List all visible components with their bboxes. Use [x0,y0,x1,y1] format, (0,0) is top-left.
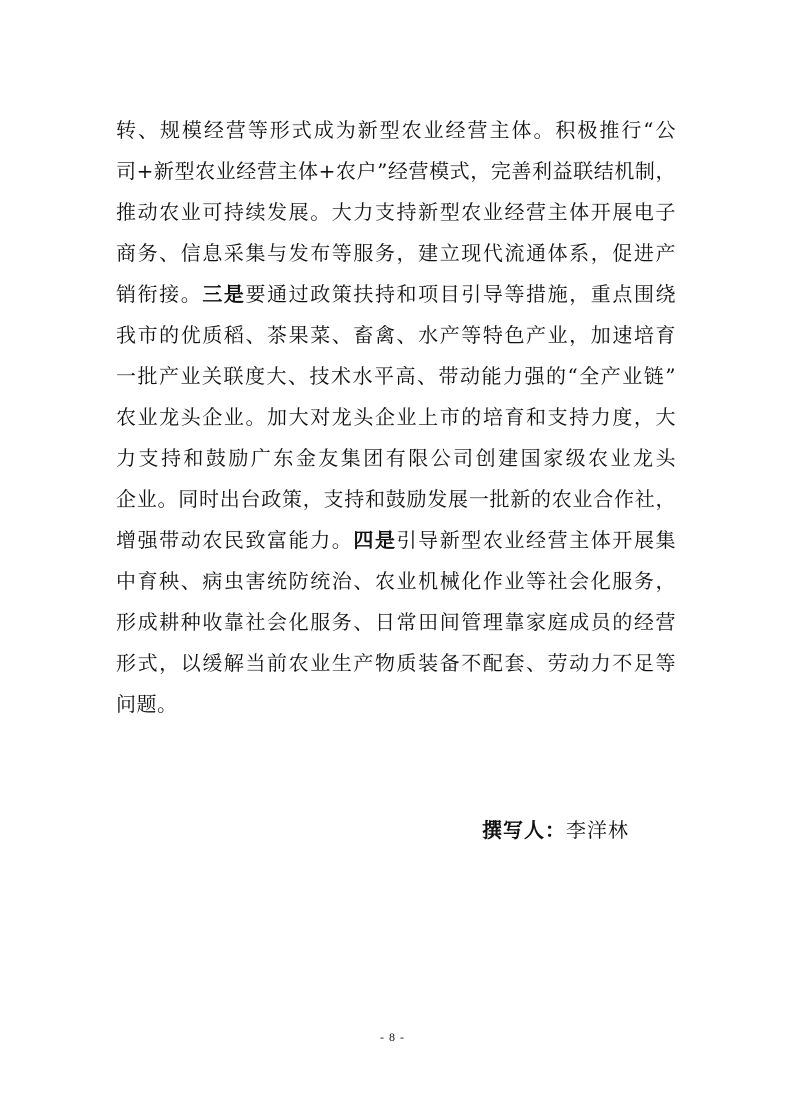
body-line-6: 我市的优质稻、茶果菜、畜禽、水产等特色产业，加速培育 [116,323,676,347]
body-line-14: 形式，以缓解当前农业生产物质装备不配套、劳动力不足等 [116,651,676,675]
body-line-5-before: 销衔接。 [116,282,203,306]
page-number: - 8 - [380,1030,405,1044]
body-line-2: 司+新型农业经营主体+农户”经营模式，完善利益联结机制， [116,159,676,183]
body-line-15: 问题。 [116,692,178,716]
author-signature [482,812,629,848]
bold-marker-four: 四是 [353,528,397,552]
body-line-10: 企业。同时出台政策，支持和鼓励发展一批新的农业合作社， [116,487,676,511]
body-line-7: 一批产业关联度大、技术水平高、带动能力强的“全产业链” [116,364,676,388]
body-line-11-after: 引导新型农业经营主体开展集 [396,528,677,552]
body-line-13: 形成耕种收靠社会化服务、日常田间管理靠家庭成员的经营 [116,610,676,634]
body-line-8: 农业龙头企业。加大对龙头企业上市的培育和支持力度，大 [116,405,676,429]
body-line-4: 商务、信息采集与发布等服务，建立现代流通体系，促进产 [116,241,676,265]
body-line-12: 中育秧、病虫害统防统治、农业机械化作业等社会化服务， [116,569,676,593]
author-label: 撰写人： [482,818,566,842]
body-line-1: 转、规模经营等形式成为新型农业经营主体。积极推行“公 [116,118,676,142]
author-name: 李洋林 [566,818,629,842]
body-line-9: 力支持和鼓励广东金友集团有限公司创建国家级农业龙头 [116,446,676,470]
body-line-11-before: 增强带动农民致富能力。 [116,528,354,552]
body-line-11 [116,522,676,558]
body-line-5 [116,276,676,312]
body-line-5-after: 要通过政策扶持和项目引导等措施，重点围绕 [245,282,677,306]
body-line-3: 推动农业可持续发展。大力支持新型农业经营主体开展电子 [116,200,676,224]
bold-marker-three: 三是 [202,282,246,306]
